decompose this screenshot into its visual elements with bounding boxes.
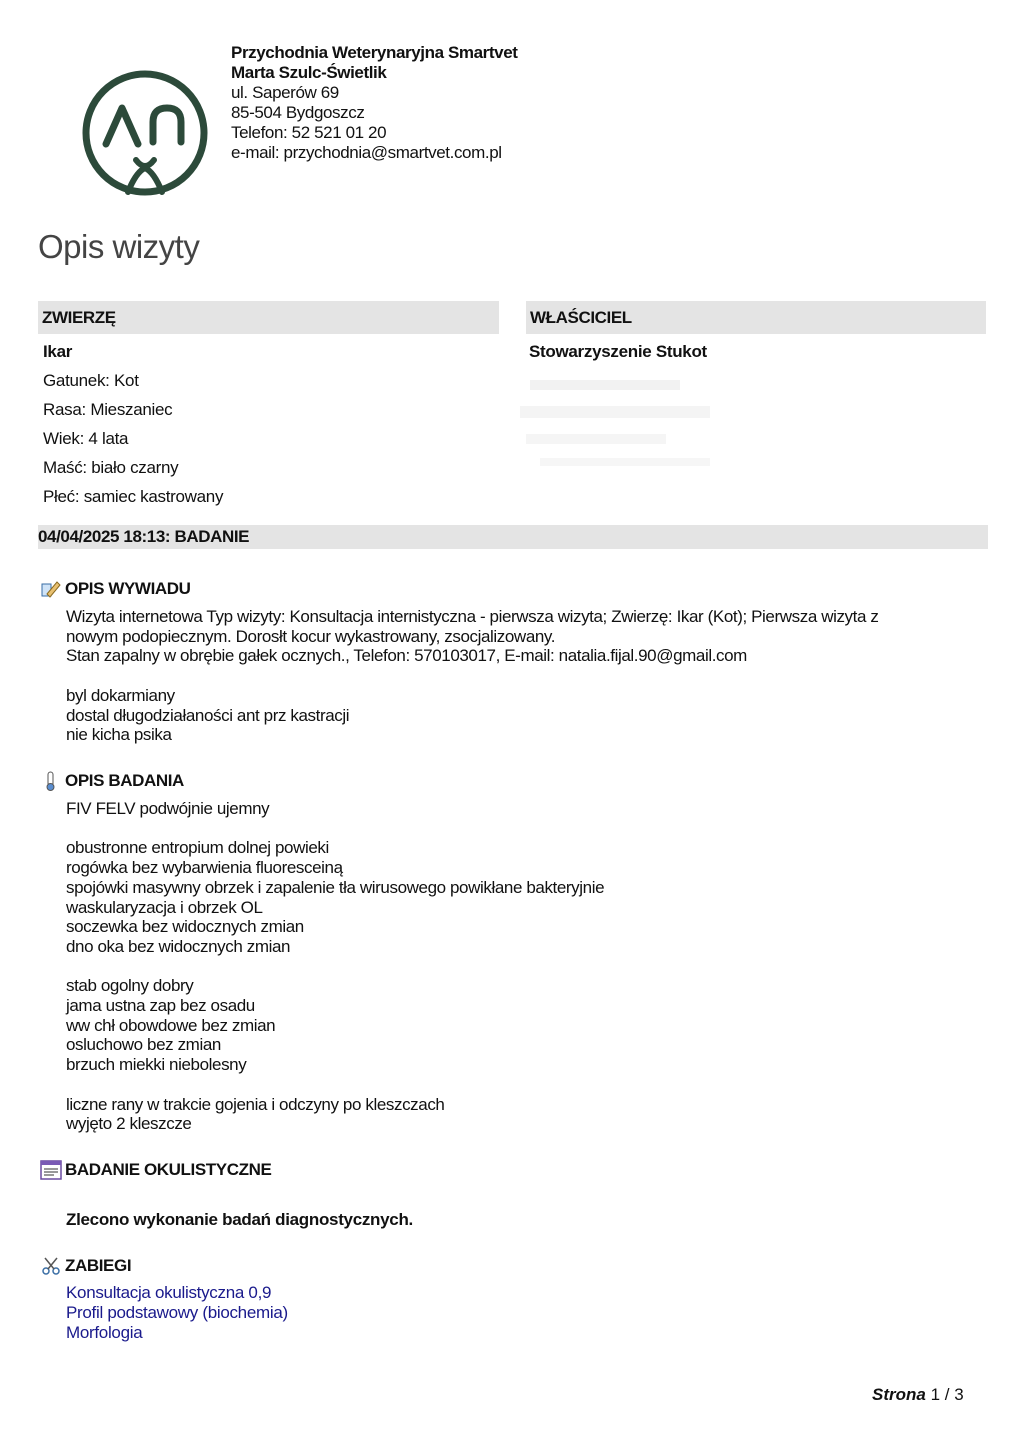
animal-details <box>43 337 223 511</box>
clinic-phone: Telefon: 52 521 01 20 <box>231 123 387 142</box>
eye-exam-title: BADANIE OKULISTYCZNE <box>65 1160 272 1179</box>
animal-coat: Maść: biało czarny <box>43 458 179 477</box>
animal-species: Gatunek: Kot <box>43 371 139 390</box>
exam-line: jama ustna zap bez osadu <box>66 996 255 1015</box>
interview-line: nie kicha psika <box>66 725 172 745</box>
exam-line: osluchowo bez zmian <box>66 1035 221 1055</box>
owner-header: WŁAŚCICIEL <box>526 301 986 334</box>
exam-line <box>66 1075 604 1095</box>
exam-section-title <box>40 770 184 792</box>
interview-icon <box>40 578 62 600</box>
exam-title: OPIS BADANIA <box>65 771 184 790</box>
exam-line: waskularyzacja i obrzek OL <box>66 897 263 917</box>
procedures-title: ZABIEGI <box>65 1256 132 1275</box>
procedures-section-title <box>40 1255 131 1277</box>
animal-breed: Rasa: Mieszaniec <box>43 400 173 419</box>
page-number <box>872 1385 964 1405</box>
interview-line: Stan zapalny w obrębie gałek ocznych., Telefon: 570103017, E-mail: natalia.fijal.90@gmail.com <box>66 646 747 666</box>
exam-line: liczne rany w trakcie gojenia i odczyny po kleszczach <box>66 1094 445 1114</box>
visit-header: 04/04/2025 18:13: BADANIE <box>38 525 988 549</box>
clinic-street: ul. Saperów 69 <box>231 83 339 102</box>
clinic-email: e-mail: przychodnia@smartvet.com.pl <box>231 143 502 162</box>
animal-header: ZWIERZĘ <box>38 301 499 334</box>
interview-line: nowym podopiecznym. Dorosłt kocur wykastrowany, zsocjalizowany. <box>66 626 556 646</box>
page-current: 1 <box>930 1385 941 1404</box>
clinic-owner: Marta Szulc-Świetlik <box>231 63 387 82</box>
owner-name: Stowarzyszenie Stukot <box>529 342 707 361</box>
exam-line: soczewka bez widocznych zmian <box>66 917 304 937</box>
interview-line: byl dokarmiany <box>66 685 175 705</box>
animal-age: Wiek: 4 lata <box>43 429 129 448</box>
page-title: Opis wizyty <box>38 228 200 265</box>
interview-line: dostal długodziałaności ant prz kastracji <box>66 705 350 725</box>
interview-text <box>66 607 878 745</box>
animal-name: Ikar <box>43 342 73 361</box>
procedure-item[interactable]: Konsultacja okulistyczna 0,9 <box>66 1283 272 1302</box>
exam-text <box>66 799 604 1134</box>
interview-title: OPIS WYWIADU <box>65 579 191 598</box>
exam-line <box>66 819 604 839</box>
exam-line: FIV FELV podwójnie ujemny <box>66 799 270 818</box>
exam-line: stab ogolny dobry <box>66 976 194 996</box>
exam-line: dno oka bez widocznych zmian <box>66 936 291 956</box>
clinic-logo <box>78 68 212 202</box>
scissors-icon <box>40 1255 62 1277</box>
exam-line: ww chł obowdowe bez zmian <box>66 1015 276 1035</box>
exam-line: brzuch miekki niebolesny <box>66 1055 247 1075</box>
clinic-city: 85-504 Bydgoszcz <box>231 103 365 122</box>
clinic-info <box>231 43 518 163</box>
clinic-name: Przychodnia Weterynaryjna Smartvet <box>231 43 518 62</box>
animal-sex: Płeć: samiec kastrowany <box>43 487 224 506</box>
interview-line <box>66 666 878 686</box>
exam-line: wyjęto 2 kleszcze <box>66 1114 192 1134</box>
redacted-owner-details <box>520 372 740 472</box>
page-label: Strona <box>872 1385 926 1404</box>
interview-line: Wizyta internetowa Typ wizyty: Konsultacja internistyczna - pierwsza wizyta; Zwierzę: Ikar (Kot); Pierwsza wizyta z <box>66 607 879 626</box>
exam-line: spojówki masywny obrzek i zapalenie tła wirusowego powikłane bakteryjnie <box>66 877 605 897</box>
procedure-item[interactable]: Morfologia <box>66 1323 143 1342</box>
interview-section-title <box>40 578 191 600</box>
page-total: / 3 <box>944 1385 964 1404</box>
thermometer-icon <box>40 770 62 792</box>
eye-exam-section-title <box>40 1159 271 1181</box>
procedures-list <box>66 1283 288 1343</box>
eye-exam-note: Zlecono wykonanie badań diagnostycznych. <box>66 1210 413 1229</box>
exam-line: rogówka bez wybarwienia fluoresceiną <box>66 858 343 878</box>
exam-line: obustronne entropium dolnej powieki <box>66 838 329 858</box>
procedure-item[interactable]: Profil podstawowy (biochemia) <box>66 1303 288 1322</box>
form-icon <box>40 1159 62 1181</box>
exam-line <box>66 957 604 977</box>
